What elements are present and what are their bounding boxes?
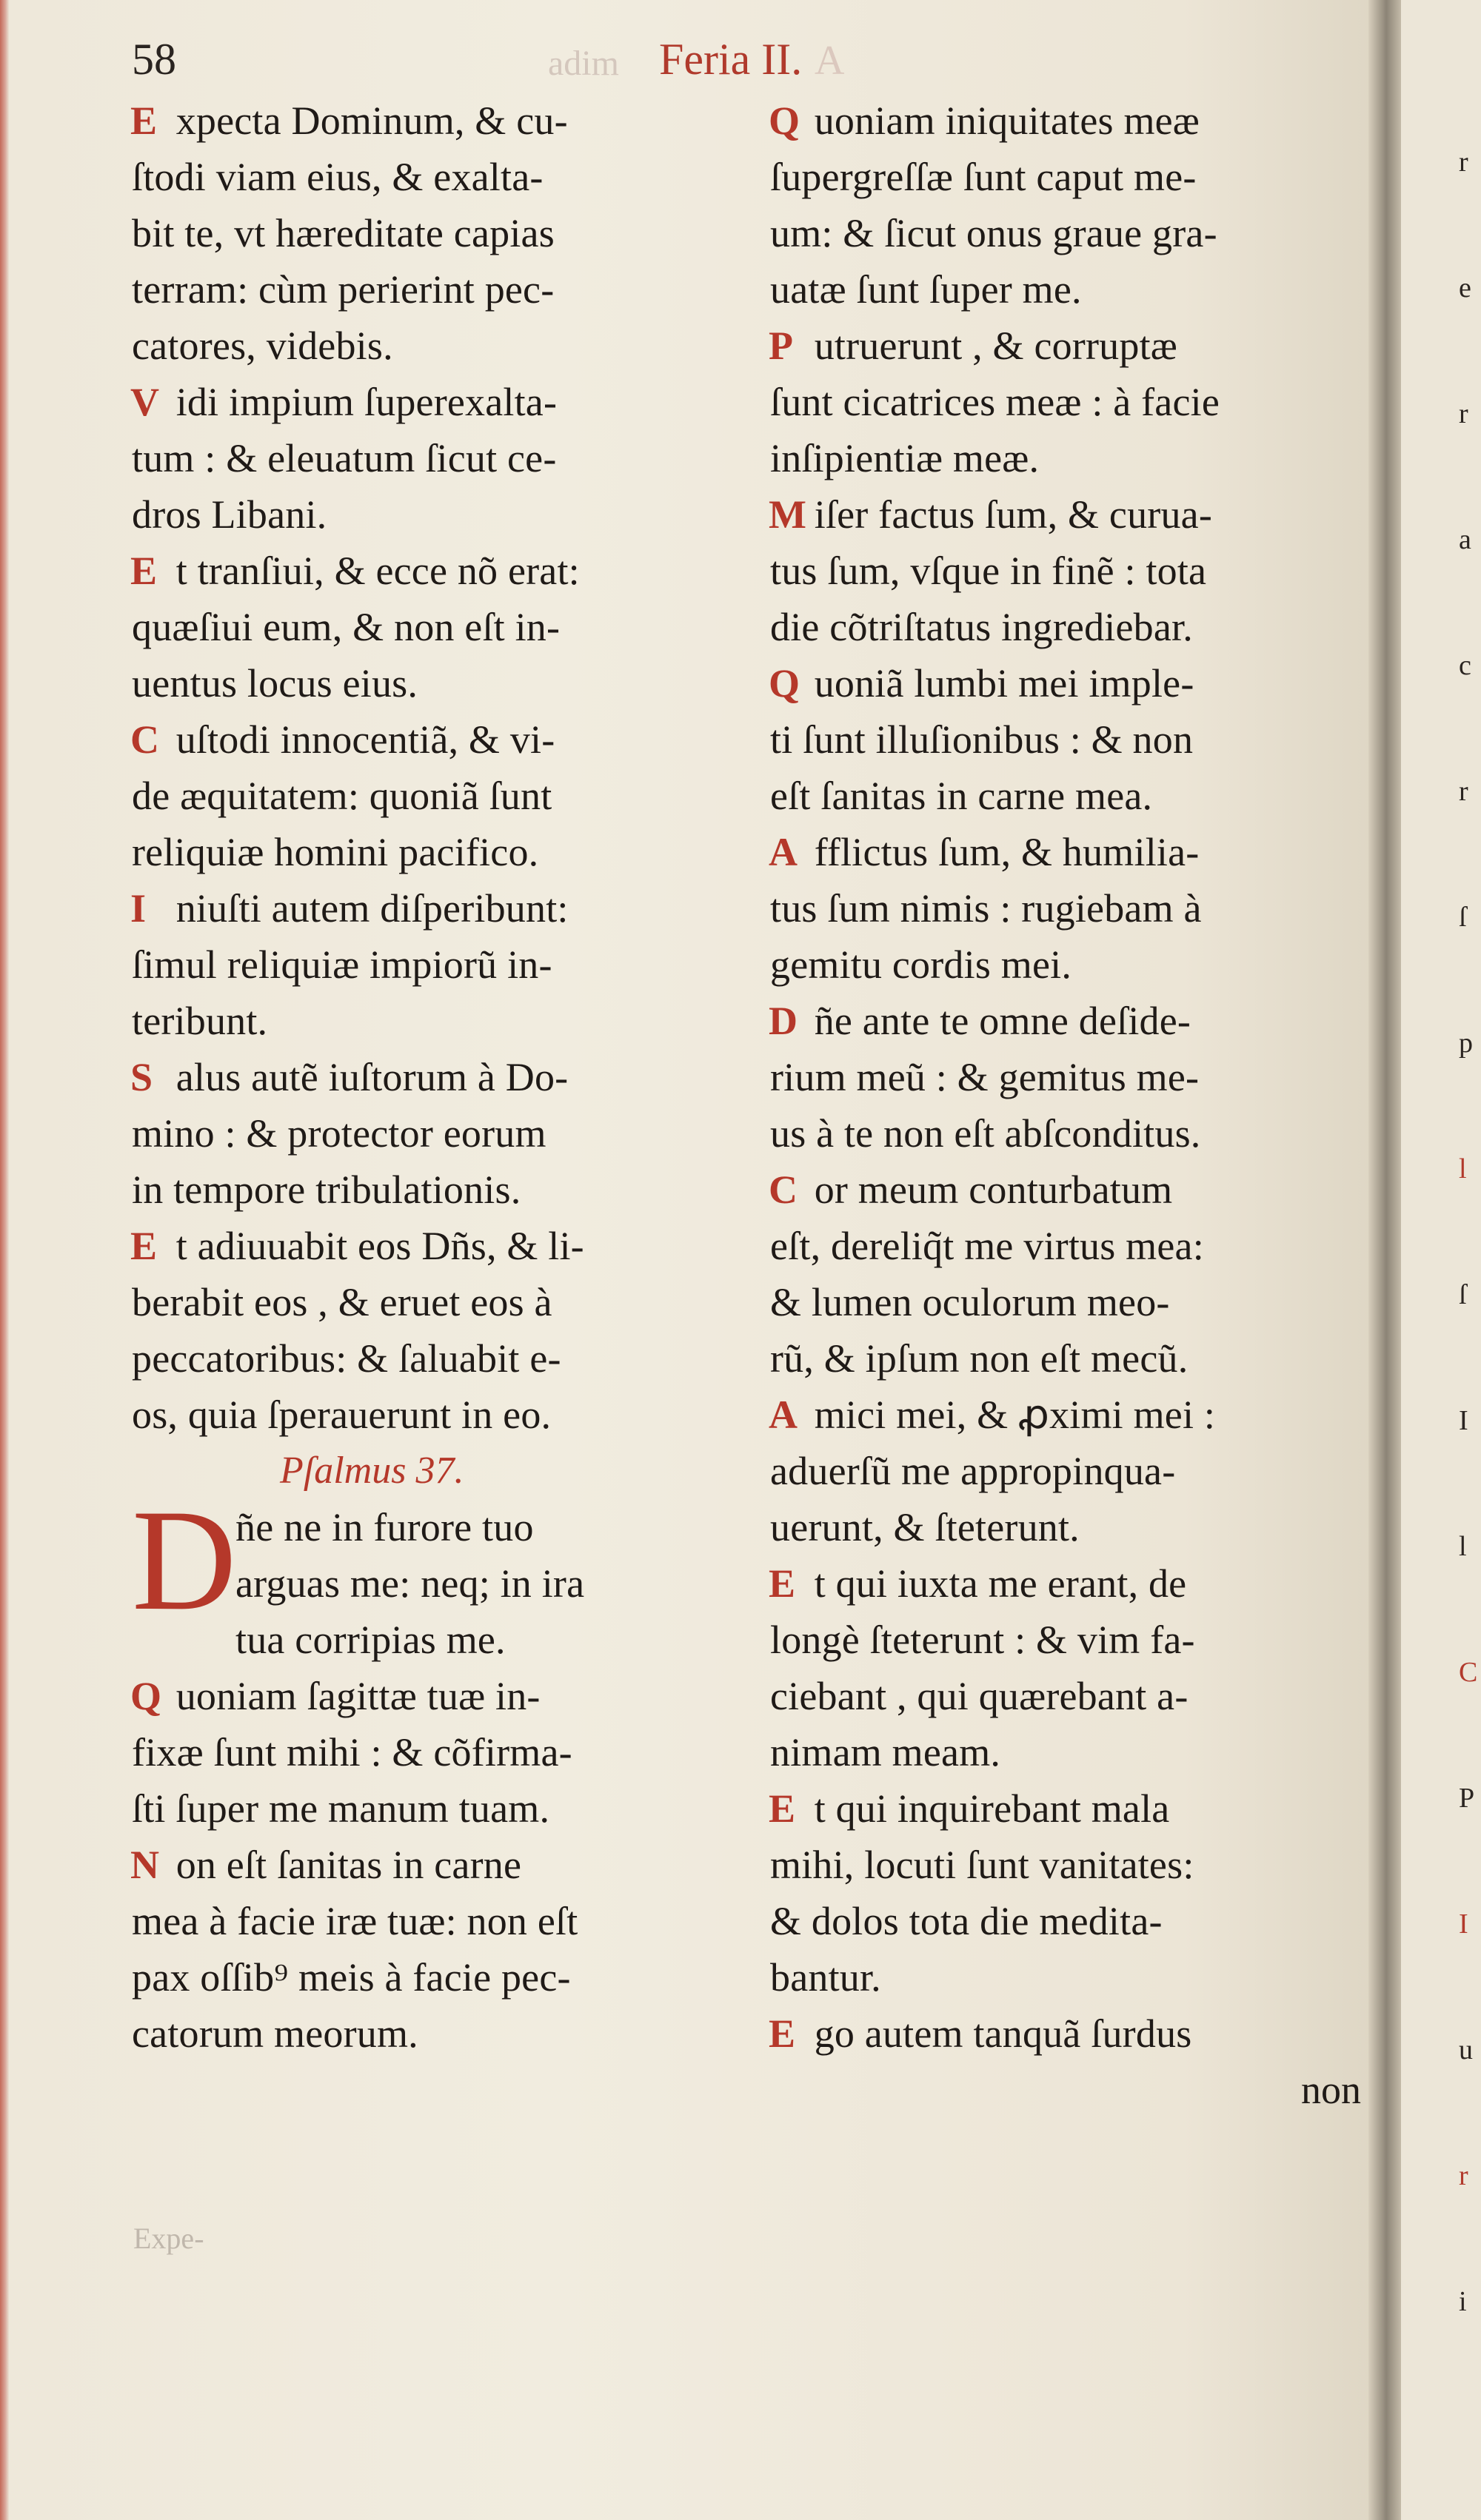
verse-text: ſupergreſſæ ſunt caput me- bbox=[770, 155, 1197, 199]
verse-line bbox=[132, 1218, 754, 1274]
rubricated-initial: E bbox=[769, 1786, 796, 1831]
verse-text: go autem tanquã ſurdus bbox=[804, 2011, 1192, 2056]
verse-line bbox=[770, 1837, 1370, 1893]
next-page-fragment: l bbox=[1459, 1153, 1467, 1184]
verse-text: inſipientiæ meæ. bbox=[770, 436, 1040, 480]
verse-text: gemitu cordis mei. bbox=[770, 942, 1072, 987]
verse-text: catorum meorum. bbox=[132, 2011, 418, 2056]
verse-text: reliquiæ homini pacifico. bbox=[132, 830, 539, 874]
next-page-fragment: I bbox=[1459, 1405, 1468, 1436]
verse-text: & lumen oculorum meo- bbox=[770, 1280, 1170, 1324]
verse-line bbox=[132, 768, 754, 824]
verse-line bbox=[770, 1612, 1370, 1668]
verse-line bbox=[770, 1443, 1370, 1499]
verse-line bbox=[770, 93, 1370, 149]
bleed-through-text: Expe- bbox=[133, 2222, 204, 2255]
verse-line bbox=[770, 1105, 1370, 1162]
left-column-verses bbox=[132, 93, 754, 1443]
verse-line bbox=[132, 1724, 754, 1780]
verse-line bbox=[132, 1668, 754, 1724]
verse-text: uoniam iniquitates meæ bbox=[804, 98, 1200, 143]
verse-text: t qui inquirebant mala bbox=[804, 1786, 1170, 1831]
verse-text: tua corripias me. bbox=[235, 1618, 506, 1662]
verse-line bbox=[770, 1724, 1370, 1780]
verse-line bbox=[132, 599, 754, 655]
verse-text: die cõtriſtatus ingrediebar. bbox=[770, 605, 1193, 649]
verse-text: tus ſum, vſque in finẽ : tota bbox=[770, 549, 1207, 593]
right-column bbox=[770, 93, 1370, 2118]
verse-text: catores, videbis. bbox=[132, 324, 393, 368]
verse-line bbox=[132, 261, 754, 318]
rubricated-initial: D bbox=[769, 999, 798, 1043]
verse-line bbox=[132, 1162, 754, 1218]
verse-line bbox=[770, 149, 1370, 205]
verse-line bbox=[770, 655, 1370, 711]
next-page-fragment: r bbox=[1459, 2160, 1468, 2191]
verse-line bbox=[132, 93, 754, 149]
verse-text: us à te non eſt abſconditus. bbox=[770, 1111, 1201, 1156]
verse-text: rium meũ : & gemitus me- bbox=[770, 1055, 1200, 1099]
verse-text: quæſiui eum, & non eſt in- bbox=[132, 605, 561, 649]
rubricated-initial: E bbox=[130, 1224, 158, 1268]
verse-text: tus ſum nimis : rugiebam à bbox=[770, 886, 1202, 931]
verse-text: ciebant , qui quærebant a- bbox=[770, 1674, 1189, 1718]
verse-line bbox=[770, 318, 1370, 374]
verse-line bbox=[132, 1330, 754, 1387]
next-page-fragment: C bbox=[1459, 1657, 1478, 1688]
verse-text: terram: cùm perierint pec- bbox=[132, 267, 555, 312]
verse-text: arguas me: neq; in ira bbox=[235, 1561, 585, 1606]
page-edge bbox=[0, 0, 9, 2520]
psalm-block bbox=[130, 1480, 754, 2062]
verse-text: de æquitatem: quoniã ſunt bbox=[132, 774, 552, 818]
verse-line bbox=[770, 2005, 1370, 2062]
folio-number: 58 bbox=[132, 35, 176, 84]
verse-text: bantur. bbox=[770, 1955, 881, 2000]
verse-text: mea à facie iræ tuæ: non eſt bbox=[132, 1899, 578, 1943]
verse-text: uerunt, & ſteterunt. bbox=[770, 1505, 1080, 1549]
verse-line bbox=[132, 1893, 754, 1949]
verse-text: ñe ante te omne deſide- bbox=[804, 999, 1191, 1043]
next-page-fragment: ſ bbox=[1459, 1279, 1467, 1310]
verse-text: fixæ ſunt mihi : & cõfirma- bbox=[132, 1730, 572, 1775]
verse-line bbox=[770, 543, 1370, 599]
next-page-fragment: p bbox=[1459, 1028, 1473, 1059]
verse-line bbox=[132, 1780, 754, 1837]
psalm-title: Pſalmus 37. bbox=[280, 1450, 464, 1492]
verse-text: nimam meam. bbox=[770, 1730, 1001, 1775]
next-page-fragment: ſ bbox=[1459, 902, 1467, 933]
verse-text: xpecta Dominum, & cu- bbox=[166, 98, 568, 143]
verse-text: um: & ſicut onus graue gra- bbox=[770, 211, 1217, 255]
rubricated-initial: E bbox=[130, 98, 158, 143]
next-page-fragment: r bbox=[1459, 398, 1468, 429]
show-through-initial: A bbox=[815, 38, 845, 84]
verse-text: longè ſteterunt : & vim fa- bbox=[770, 1618, 1195, 1662]
verse-line bbox=[770, 880, 1370, 936]
rubricated-initial: Q bbox=[769, 98, 800, 143]
verse-text: aduerſũ me appropinqua- bbox=[770, 1449, 1176, 1493]
verse-line bbox=[770, 1668, 1370, 1724]
verse-line bbox=[132, 2005, 754, 2062]
verse-line bbox=[132, 993, 754, 1049]
verse-text: & dolos tota die medita- bbox=[770, 1899, 1163, 1943]
verse-line bbox=[770, 824, 1370, 880]
verse-text: uoniã lumbi mei imple- bbox=[804, 661, 1194, 706]
next-page-fragment: c bbox=[1459, 650, 1471, 681]
verse-text: ſti ſuper me manum tuam. bbox=[132, 1786, 550, 1831]
verse-line bbox=[770, 261, 1370, 318]
verse-line bbox=[132, 1949, 754, 2005]
verse-text: t qui iuxta me erant, de bbox=[804, 1561, 1187, 1606]
verse-line bbox=[770, 1330, 1370, 1387]
verse-line bbox=[132, 205, 754, 261]
verse-text: fflictus ſum, & humilia- bbox=[804, 830, 1200, 874]
rubricated-initial: E bbox=[130, 549, 158, 593]
verse-text: on eſt ſanitas in carne bbox=[166, 1843, 522, 1887]
rubricated-initial: N bbox=[130, 1843, 160, 1887]
verse-text: ſimul reliquiæ impiorũ in- bbox=[132, 942, 552, 987]
next-page-fragment: r bbox=[1459, 776, 1468, 807]
verse-text: ti ſunt illuſionibus : & non bbox=[770, 717, 1194, 762]
verse-line bbox=[770, 1162, 1370, 1218]
verse-line bbox=[132, 711, 754, 768]
verse-text: os, quia ſperauerunt in eo. bbox=[132, 1393, 552, 1437]
psalm-dropcap: D bbox=[132, 1480, 237, 1641]
rubricated-initial: A bbox=[769, 830, 798, 874]
next-page-fragment: a bbox=[1459, 524, 1471, 555]
book-gutter bbox=[1368, 0, 1401, 2520]
verse-text: rũ, & ipſum non eſt mecũ. bbox=[770, 1336, 1189, 1381]
verse-line bbox=[770, 205, 1370, 261]
verse-line bbox=[770, 1274, 1370, 1330]
verse-text: pax oſſib⁹ meis à facie pec- bbox=[132, 1955, 571, 2000]
verse-text: utruerunt , & corruptæ bbox=[804, 324, 1177, 368]
verse-line bbox=[132, 374, 754, 430]
next-page-fragment: l bbox=[1459, 1531, 1467, 1562]
verse-text: bit te, vt hæreditate capias bbox=[132, 211, 555, 255]
rubricated-initial: A bbox=[769, 1393, 798, 1437]
verse-text: uatæ ſunt ſuper me. bbox=[770, 267, 1082, 312]
verse-line bbox=[770, 1499, 1370, 1555]
verse-text: or meum conturbatum bbox=[804, 1167, 1173, 1212]
verse-line bbox=[770, 599, 1370, 655]
verse-text: mino : & protector eorum bbox=[132, 1111, 546, 1156]
rubricated-initial: M bbox=[769, 492, 807, 537]
verse-line bbox=[132, 543, 754, 599]
verse-text: peccatoribus: & ſaluabit e- bbox=[132, 1336, 561, 1381]
verse-text: eſt ſanitas in carne mea. bbox=[770, 774, 1153, 818]
verse-text: in tempore tribulationis. bbox=[132, 1167, 521, 1212]
verse-text: uſtodi innocentiã, & vi- bbox=[166, 717, 555, 762]
rubricated-initial: E bbox=[769, 2011, 796, 2056]
verse-line bbox=[770, 768, 1370, 824]
verse-text: uentus locus eius. bbox=[132, 661, 418, 706]
rubricated-initial: S bbox=[130, 1055, 153, 1099]
rubricated-initial: Q bbox=[769, 661, 800, 706]
verse-text: niuſti autem diſperibunt: bbox=[166, 886, 569, 931]
verse-line bbox=[132, 1837, 754, 1893]
verse-line bbox=[132, 1387, 754, 1443]
verse-text: ſunt cicatrices meæ : à facie bbox=[770, 380, 1220, 424]
verse-line bbox=[132, 430, 754, 486]
verse-line bbox=[132, 1049, 754, 1105]
verse-line bbox=[770, 936, 1370, 993]
verse-text: berabit eos , & eruet eos à bbox=[132, 1280, 552, 1324]
next-page-fragment: e bbox=[1459, 272, 1471, 304]
left-column bbox=[132, 93, 754, 2062]
verse-line bbox=[132, 1105, 754, 1162]
next-page-edge bbox=[1401, 0, 1481, 2520]
verse-line bbox=[132, 486, 754, 543]
verse-line bbox=[132, 880, 754, 936]
rubricated-initial: I bbox=[130, 886, 147, 931]
next-page-fragment: r bbox=[1459, 147, 1468, 178]
catchword: non bbox=[1301, 2068, 1361, 2112]
rubricated-initial: C bbox=[130, 717, 160, 762]
verse-line bbox=[770, 1387, 1370, 1443]
verse-line bbox=[770, 1218, 1370, 1274]
rubricated-initial: Q bbox=[130, 1674, 162, 1718]
verse-text: ñe ne in furore tuo bbox=[235, 1505, 534, 1549]
verse-text: eſt, dereliq̃t me virtus mea: bbox=[770, 1224, 1204, 1268]
verse-line bbox=[770, 993, 1370, 1049]
show-through-text: adim bbox=[548, 44, 619, 83]
rubricated-initial: C bbox=[769, 1167, 798, 1212]
verse-text: t tranſiui, & ecce nõ erat: bbox=[166, 549, 580, 593]
verse-line bbox=[770, 1049, 1370, 1105]
next-page-fragment: u bbox=[1459, 2034, 1473, 2065]
verse-text: dros Libani. bbox=[132, 492, 327, 537]
verse-text: alus autẽ iuſtorum à Do- bbox=[166, 1055, 569, 1099]
rubricated-initial: V bbox=[130, 380, 160, 424]
verse-text: iſer factus ſum, & curua- bbox=[804, 492, 1213, 537]
verse-text: mici mei, & ꝓximi mei : bbox=[804, 1393, 1216, 1437]
running-title: Feria II. bbox=[659, 35, 803, 84]
verse-line bbox=[132, 318, 754, 374]
verse-line bbox=[770, 711, 1370, 768]
verse-text: ſtodi viam eius, & exalta- bbox=[132, 155, 544, 199]
verse-line bbox=[770, 1555, 1370, 1612]
verse-text: t adiuuabit eos Dñs, & li- bbox=[166, 1224, 584, 1268]
verse-line bbox=[770, 430, 1370, 486]
verse-line bbox=[770, 1780, 1370, 1837]
rubricated-initial: E bbox=[769, 1561, 796, 1606]
verse-text: teribunt. bbox=[132, 999, 268, 1043]
verse-text: mihi, locuti ſunt vanitates: bbox=[770, 1843, 1194, 1887]
next-page-fragment: P bbox=[1459, 1783, 1475, 1814]
verse-line bbox=[770, 374, 1370, 430]
next-page-fragment: I bbox=[1459, 1909, 1468, 1940]
verse-text: tum : & eleuatum ſicut ce- bbox=[132, 436, 557, 480]
rubricated-initial: P bbox=[769, 324, 794, 368]
verse-line bbox=[132, 149, 754, 205]
verse-line bbox=[770, 1893, 1370, 1949]
verse-line bbox=[132, 1274, 754, 1330]
page-header bbox=[0, 30, 1391, 89]
verse-text: idi impium ſuperexalta- bbox=[166, 380, 558, 424]
verse-line bbox=[132, 655, 754, 711]
next-page-fragment: i bbox=[1459, 2286, 1467, 2317]
verse-line bbox=[770, 1949, 1370, 2005]
verse-text: uoniam ſagittæ tuæ in- bbox=[166, 1674, 541, 1718]
right-column-verses bbox=[770, 93, 1370, 2062]
verse-line bbox=[770, 486, 1370, 543]
verse-line bbox=[132, 824, 754, 880]
verse-line bbox=[132, 936, 754, 993]
